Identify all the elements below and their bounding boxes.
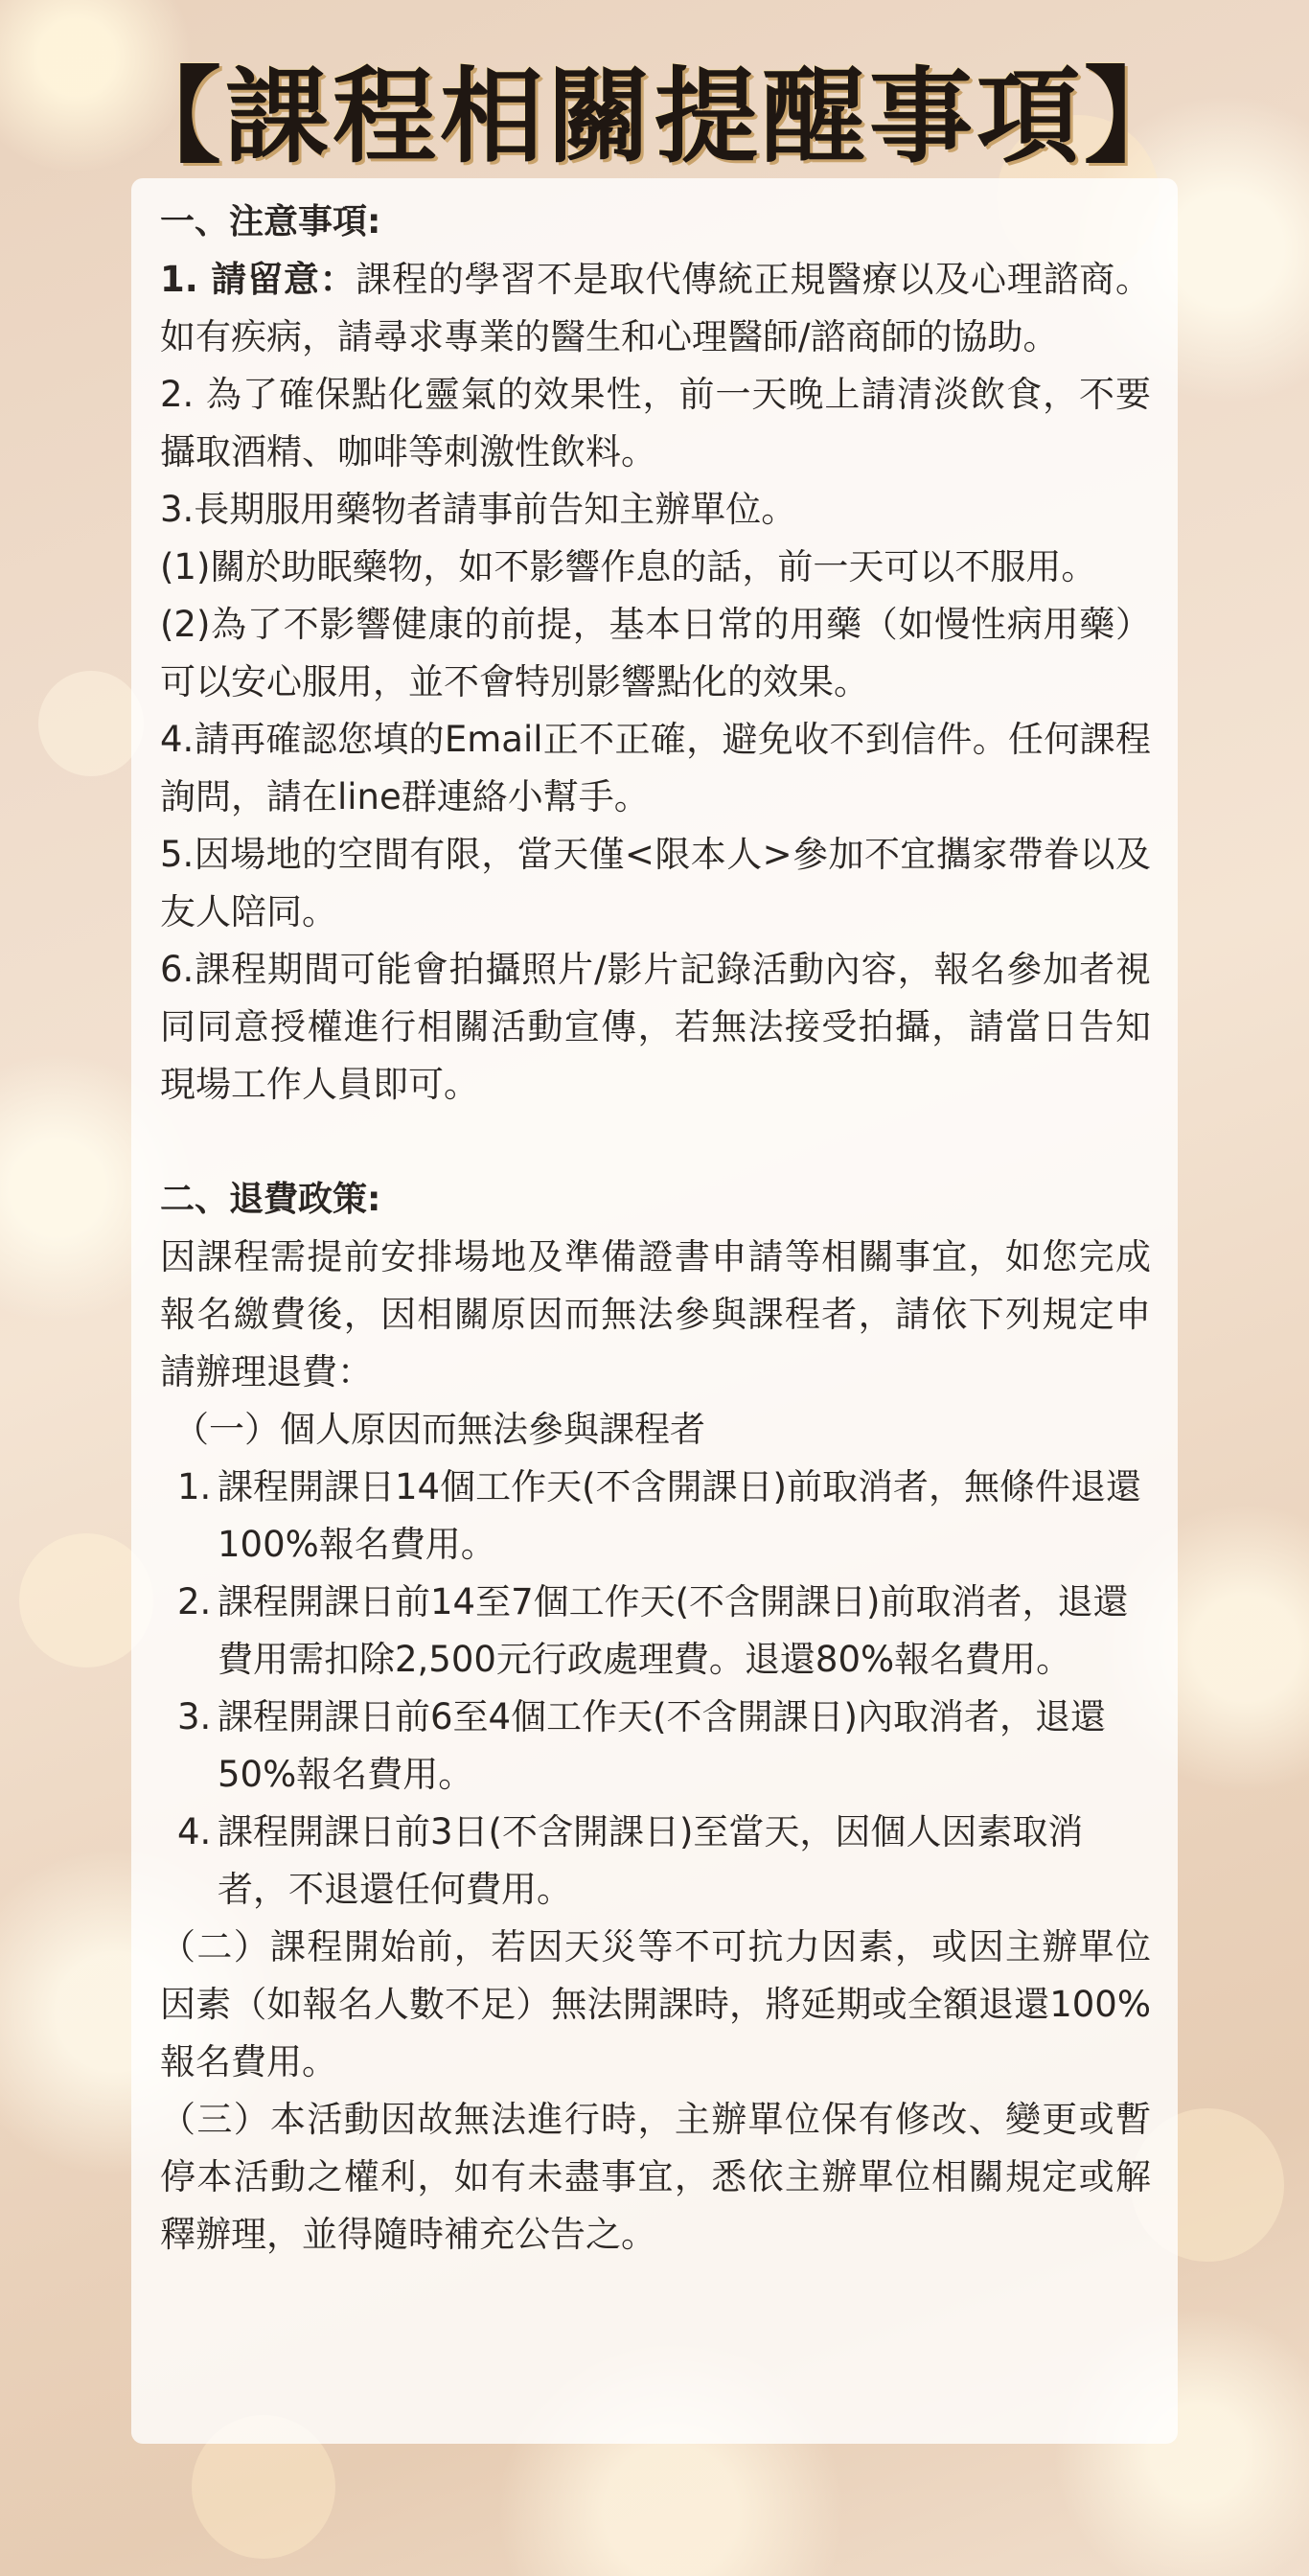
notice-item-6: 6.課程期間可能會拍攝照片/影片記錄活動內容，報名參加者視同同意授權進行相關活動宣傳，若無法接受拍攝，請當日告知現場工作人員即可。 bbox=[160, 949, 1151, 1105]
refund-rule-4-text: 課程開課日前3日(不含開課日)至當天，因個人因素取消者，不退還任何費用。 bbox=[218, 1811, 1084, 1910]
refund-rule-2-text: 課程開課日前14至7個工作天(不含開課日)前取消者，退還費用需扣除2,500元行政處理費。退還80%報名費用。 bbox=[218, 1581, 1129, 1680]
notice-item-4: 4.請再確認您填的Email正不正確，避免收不到信件。任何課程詢問，請在line群連絡小幫手。 bbox=[160, 719, 1151, 817]
refund-rule-4 bbox=[160, 1804, 1151, 1919]
content-panel bbox=[131, 178, 1178, 2444]
refund-rule-2-label: 2. bbox=[177, 1581, 212, 1622]
refund-intro: 因課程需提前安排場地及準備證書申請等相關事宜，如您完成報名繳費後，因相關原因而無法參與課程者，請依下列規定申請辦理退費： bbox=[160, 1236, 1151, 1392]
refund-section-2: （二）課程開始前，若因天災等不可抗力因素，或因主辦單位因素（如報名人數不足）無法開課時，將延期或全額退還100%報名費用。 bbox=[160, 1926, 1151, 2082]
refund-rule-4-label: 4. bbox=[177, 1811, 212, 1852]
notice-item-1-emphasis: 1. 請留意： bbox=[160, 259, 356, 300]
notice-item-3-1: (1)關於助眠藥物，如不影響作息的話，前一天可以不服用。 bbox=[160, 546, 1097, 587]
refund-rule-3 bbox=[160, 1689, 1151, 1804]
notice-item-1-text: 課程的學習不是取代傳統正規醫療以及心理諮商。如有疾病，請尋求專業的醫生和心理醫師/諮商師的協助。 bbox=[160, 259, 1152, 357]
page-title: 【課程相關提醒事項】 bbox=[117, 58, 1191, 177]
refund-rule-2 bbox=[160, 1574, 1151, 1689]
refund-rule-3-text: 課程開課日前6至4個工作天(不含開課日)內取消者，退還50%報名費用。 bbox=[218, 1696, 1106, 1795]
notice-item-3: 3.長期服用藥物者請事前告知主辦單位。 bbox=[160, 489, 797, 530]
refund-heading: 二、退費政策: bbox=[160, 1180, 381, 1219]
refund-section-1-title: （一）個人原因而無法參與課程者 bbox=[173, 1409, 705, 1450]
section-spacer bbox=[160, 1114, 1151, 1171]
refund-rule-1-label: 1. bbox=[177, 1466, 212, 1507]
notice-item-3-2: (2)為了不影響健康的前提，基本日常的用藥（如慢性病用藥）可以安心服用，並不會特別影響點化的效果。 bbox=[160, 604, 1151, 702]
notice-item-2: 2. 為了確保點化靈氣的效果性，前一天晚上請清淡飲食，不要攝取酒精、咖啡等刺激性飲料。 bbox=[160, 374, 1151, 472]
refund-rule-3-label: 3. bbox=[177, 1696, 212, 1737]
notice-item-1 bbox=[160, 251, 1151, 366]
refund-rule-1-text: 課程開課日14個工作天(不含開課日)前取消者，無條件退還100%報名費用。 bbox=[218, 1466, 1141, 1565]
notices-heading: 一、注意事項: bbox=[160, 202, 381, 242]
bokeh-light bbox=[38, 671, 144, 776]
refund-section-3: （三）本活動因故無法進行時，主辦單位保有修改、變更或暫停本活動之權利，如有未盡事宜，悉依主辦單位相關規定或解釋辦理，並得隨時補充公告之。 bbox=[160, 2099, 1151, 2255]
refund-rule-1 bbox=[160, 1459, 1151, 1574]
notice-item-5: 5.因場地的空間有限，當天僅<限本人>參加不宜攜家帶眷以及友人陪同。 bbox=[160, 834, 1151, 932]
